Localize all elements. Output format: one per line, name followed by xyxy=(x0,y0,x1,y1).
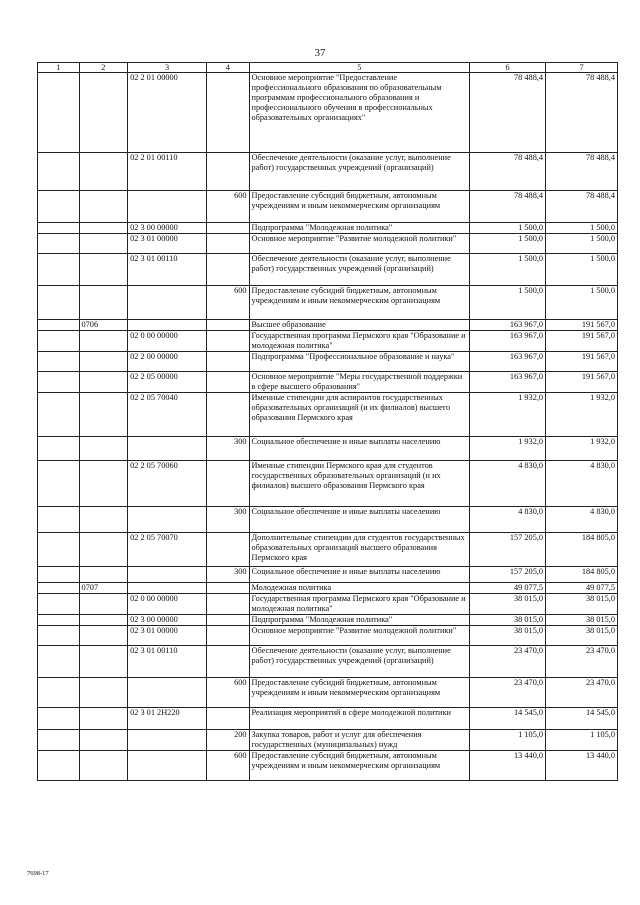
cell-amount-2: 13 440,0 xyxy=(546,751,618,781)
cell-name: Предоставление субсидий бюджетным, автономным учреждениям и иным некоммерческим организациям xyxy=(249,286,470,320)
table-row xyxy=(38,678,618,708)
cell-amount-1: 78 488,4 xyxy=(470,153,546,191)
cell-col-1 xyxy=(38,507,80,533)
cell-expense-type xyxy=(207,254,250,286)
cell-name: Предоставление субсидий бюджетным, автономным учреждениям и иным некоммерческим организациям xyxy=(249,191,470,223)
cell-amount-1: 163 967,0 xyxy=(470,320,546,331)
cell-amount-2: 191 567,0 xyxy=(546,320,618,331)
cell-name: Предоставление субсидий бюджетным, автономным учреждениям и иным некоммерческим организациям xyxy=(249,678,470,708)
cell-amount-2: 49 077,5 xyxy=(546,583,618,594)
cell-section xyxy=(79,646,128,678)
cell-expense-type xyxy=(207,646,250,678)
column-header: 5 xyxy=(249,63,470,73)
column-header: 7 xyxy=(546,63,618,73)
cell-section xyxy=(79,191,128,223)
page-number: 37 xyxy=(314,47,326,59)
cell-amount-2: 38 015,0 xyxy=(546,615,618,626)
cell-target-article xyxy=(128,730,207,751)
cell-section xyxy=(79,286,128,320)
cell-target-article: 02 3 01 2Н220 xyxy=(128,708,207,730)
cell-amount-1: 23 470,0 xyxy=(470,678,546,708)
column-header: 1 xyxy=(38,63,80,73)
cell-name: Государственная программа Пермского края "Образование и молодежная политика" xyxy=(249,331,470,352)
cell-amount-1: 1 105,0 xyxy=(470,730,546,751)
cell-expense-type xyxy=(207,615,250,626)
cell-amount-2: 23 470,0 xyxy=(546,678,618,708)
cell-name: Основное мероприятие "Меры государственной поддержки в сфере высшего образования" xyxy=(249,372,470,393)
cell-amount-1: 1 932,0 xyxy=(470,393,546,437)
cell-expense-type: 600 xyxy=(207,751,250,781)
table-row xyxy=(38,583,618,594)
cell-expense-type xyxy=(207,331,250,352)
cell-amount-2: 14 545,0 xyxy=(546,708,618,730)
cell-expense-type: 300 xyxy=(207,567,250,583)
cell-amount-1: 13 440,0 xyxy=(470,751,546,781)
column-header: 2 xyxy=(79,63,128,73)
cell-name: Подпрограмма "Профессиональное образование и наука" xyxy=(249,352,470,372)
cell-col-1 xyxy=(38,153,80,191)
cell-section xyxy=(79,393,128,437)
cell-section: 0706 xyxy=(79,320,128,331)
table-row xyxy=(38,626,618,646)
cell-target-article xyxy=(128,320,207,331)
cell-expense-type xyxy=(207,393,250,437)
cell-name: Обеспечение деятельности (оказание услуг, выполнение работ) государственных учреждений (организаций) xyxy=(249,153,470,191)
cell-amount-2: 38 015,0 xyxy=(546,594,618,615)
cell-section xyxy=(79,626,128,646)
table-row xyxy=(38,153,618,191)
cell-amount-1: 14 545,0 xyxy=(470,708,546,730)
cell-section xyxy=(79,594,128,615)
cell-name: Социальное обеспечение и иные выплаты населению xyxy=(249,567,470,583)
cell-amount-1: 163 967,0 xyxy=(470,352,546,372)
cell-name: Закупка товаров, работ и услуг для обеспечения государственных (муниципальных) нужд xyxy=(249,730,470,751)
cell-target-article: 02 2 05 70070 xyxy=(128,533,207,567)
cell-col-1 xyxy=(38,626,80,646)
cell-amount-2: 191 567,0 xyxy=(546,331,618,352)
cell-amount-1: 4 830,0 xyxy=(470,461,546,507)
cell-target-article: 02 3 01 00000 xyxy=(128,234,207,254)
cell-name: Реализация мероприятий в сфере молодежной политики xyxy=(249,708,470,730)
cell-col-1 xyxy=(38,461,80,507)
cell-target-article xyxy=(128,751,207,781)
cell-name: Подпрограмма "Молодежная политика" xyxy=(249,223,470,234)
cell-expense-type xyxy=(207,352,250,372)
cell-target-article: 02 3 00 00000 xyxy=(128,223,207,234)
cell-expense-type xyxy=(207,583,250,594)
cell-name: Государственная программа Пермского края "Образование и молодежная политика" xyxy=(249,594,470,615)
cell-amount-1: 49 077,5 xyxy=(470,583,546,594)
cell-section xyxy=(79,751,128,781)
cell-amount-2: 191 567,0 xyxy=(546,372,618,393)
cell-amount-1: 163 967,0 xyxy=(470,331,546,352)
cell-target-article: 02 2 05 70040 xyxy=(128,393,207,437)
cell-name: Обеспечение деятельности (оказание услуг, выполнение работ) государственных учреждений (организаций) xyxy=(249,646,470,678)
column-header: 3 xyxy=(128,63,207,73)
budget-table xyxy=(37,62,618,781)
cell-col-1 xyxy=(38,372,80,393)
cell-amount-2: 1 932,0 xyxy=(546,437,618,461)
cell-section xyxy=(79,678,128,708)
cell-target-article: 02 3 01 00110 xyxy=(128,646,207,678)
cell-amount-2: 78 488,4 xyxy=(546,191,618,223)
cell-amount-1: 38 015,0 xyxy=(470,626,546,646)
cell-amount-1: 163 967,0 xyxy=(470,372,546,393)
cell-expense-type xyxy=(207,153,250,191)
cell-section xyxy=(79,507,128,533)
cell-name: Дополнительные стипендии для студентов государственных образовательных организаций высшего образования Пермского края xyxy=(249,533,470,567)
table-row xyxy=(38,507,618,533)
cell-section xyxy=(79,437,128,461)
cell-col-1 xyxy=(38,320,80,331)
cell-name: Основное мероприятие "Предоставление профессионального образования по образовательным программам профессионального образования и профессионального обучения в профессиональных образовательных организациях" xyxy=(249,73,470,153)
cell-name: Высшее образование xyxy=(249,320,470,331)
table-row xyxy=(38,331,618,352)
table-row xyxy=(38,708,618,730)
cell-section xyxy=(79,708,128,730)
cell-section xyxy=(79,615,128,626)
cell-target-article xyxy=(128,191,207,223)
cell-amount-2: 38 015,0 xyxy=(546,626,618,646)
table-row xyxy=(38,223,618,234)
cell-col-1 xyxy=(38,615,80,626)
table-row xyxy=(38,234,618,254)
table-row xyxy=(38,730,618,751)
cell-col-1 xyxy=(38,678,80,708)
cell-amount-1: 4 830,0 xyxy=(470,507,546,533)
cell-col-1 xyxy=(38,286,80,320)
cell-target-article xyxy=(128,678,207,708)
cell-col-1 xyxy=(38,191,80,223)
cell-section xyxy=(79,533,128,567)
cell-amount-2: 184 805,0 xyxy=(546,567,618,583)
cell-amount-2: 1 105,0 xyxy=(546,730,618,751)
cell-name: Подпрограмма "Молодежная политика" xyxy=(249,615,470,626)
cell-name: Именные стипендии для аспирантов государственных образовательных организаций (и их филиалов) высшего образования Пермского края xyxy=(249,393,470,437)
cell-col-1 xyxy=(38,646,80,678)
cell-section xyxy=(79,352,128,372)
footer-code: 7698-17 xyxy=(27,870,49,877)
table-row xyxy=(38,393,618,437)
cell-col-1 xyxy=(38,751,80,781)
cell-section xyxy=(79,730,128,751)
table-row xyxy=(38,254,618,286)
cell-section xyxy=(79,234,128,254)
cell-section xyxy=(79,372,128,393)
cell-amount-1: 38 015,0 xyxy=(470,615,546,626)
cell-expense-type xyxy=(207,372,250,393)
cell-col-1 xyxy=(38,583,80,594)
cell-section xyxy=(79,73,128,153)
cell-name: Основное мероприятие "Развитие молодежной политики" xyxy=(249,234,470,254)
table-row xyxy=(38,437,618,461)
cell-col-1 xyxy=(38,223,80,234)
cell-col-1 xyxy=(38,708,80,730)
cell-col-1 xyxy=(38,352,80,372)
cell-expense-type: 600 xyxy=(207,286,250,320)
cell-amount-2: 23 470,0 xyxy=(546,646,618,678)
cell-col-1 xyxy=(38,393,80,437)
cell-amount-2: 1 500,0 xyxy=(546,234,618,254)
table-row xyxy=(38,567,618,583)
cell-target-article: 02 0 00 00000 xyxy=(128,594,207,615)
cell-amount-1: 157 205,0 xyxy=(470,567,546,583)
cell-target-article: 02 3 01 00000 xyxy=(128,626,207,646)
cell-col-1 xyxy=(38,437,80,461)
cell-expense-type: 600 xyxy=(207,678,250,708)
cell-expense-type xyxy=(207,73,250,153)
cell-col-1 xyxy=(38,234,80,254)
cell-amount-2: 184 805,0 xyxy=(546,533,618,567)
cell-name: Обеспечение деятельности (оказание услуг, выполнение работ) государственных учреждений (организаций) xyxy=(249,254,470,286)
cell-amount-2: 4 830,0 xyxy=(546,507,618,533)
cell-col-1 xyxy=(38,567,80,583)
cell-section xyxy=(79,461,128,507)
cell-target-article: 02 2 01 00110 xyxy=(128,153,207,191)
table-row xyxy=(38,286,618,320)
cell-amount-1: 1 932,0 xyxy=(470,437,546,461)
cell-amount-1: 1 500,0 xyxy=(470,286,546,320)
table-row xyxy=(38,646,618,678)
table-header-row xyxy=(38,63,618,73)
cell-expense-type xyxy=(207,461,250,507)
column-header: 4 xyxy=(207,63,250,73)
cell-expense-type xyxy=(207,626,250,646)
table-row xyxy=(38,372,618,393)
cell-expense-type xyxy=(207,708,250,730)
cell-section xyxy=(79,254,128,286)
table-row xyxy=(38,615,618,626)
cell-col-1 xyxy=(38,73,80,153)
table-row xyxy=(38,533,618,567)
column-header: 6 xyxy=(470,63,546,73)
cell-expense-type xyxy=(207,533,250,567)
cell-amount-2: 1 500,0 xyxy=(546,254,618,286)
cell-amount-2: 1 500,0 xyxy=(546,223,618,234)
table-body xyxy=(38,73,618,781)
cell-col-1 xyxy=(38,533,80,567)
cell-amount-2: 1 500,0 xyxy=(546,286,618,320)
cell-amount-1: 1 500,0 xyxy=(470,234,546,254)
cell-target-article xyxy=(128,286,207,320)
table-row xyxy=(38,320,618,331)
cell-name: Молодежная политика xyxy=(249,583,470,594)
cell-col-1 xyxy=(38,730,80,751)
cell-name: Именные стипендии Пермского края для студентов государственных образовательных организаций (и их филиалов) высшего образования Пермского края xyxy=(249,461,470,507)
cell-amount-1: 1 500,0 xyxy=(470,223,546,234)
cell-amount-1: 38 015,0 xyxy=(470,594,546,615)
cell-section xyxy=(79,567,128,583)
cell-expense-type xyxy=(207,223,250,234)
cell-amount-1: 23 470,0 xyxy=(470,646,546,678)
cell-expense-type: 200 xyxy=(207,730,250,751)
cell-target-article: 02 2 05 70060 xyxy=(128,461,207,507)
cell-amount-1: 78 488,4 xyxy=(470,191,546,223)
cell-target-article xyxy=(128,567,207,583)
cell-target-article xyxy=(128,507,207,533)
cell-amount-2: 78 488,4 xyxy=(546,73,618,153)
table-row xyxy=(38,191,618,223)
cell-amount-2: 4 830,0 xyxy=(546,461,618,507)
cell-expense-type xyxy=(207,320,250,331)
cell-section xyxy=(79,331,128,352)
cell-col-1 xyxy=(38,254,80,286)
cell-target-article xyxy=(128,437,207,461)
cell-name: Социальное обеспечение и иные выплаты населению xyxy=(249,507,470,533)
cell-target-article: 02 2 01 00000 xyxy=(128,73,207,153)
table-row xyxy=(38,73,618,153)
cell-amount-2: 191 567,0 xyxy=(546,352,618,372)
cell-name: Основное мероприятие "Развитие молодежной политики" xyxy=(249,626,470,646)
table-row xyxy=(38,352,618,372)
cell-target-article: 02 3 01 00110 xyxy=(128,254,207,286)
cell-amount-1: 78 488,4 xyxy=(470,73,546,153)
table-row xyxy=(38,594,618,615)
cell-amount-1: 157 205,0 xyxy=(470,533,546,567)
cell-target-article: 02 3 00 00000 xyxy=(128,615,207,626)
cell-expense-type xyxy=(207,594,250,615)
cell-section xyxy=(79,153,128,191)
cell-target-article: 02 2 00 00000 xyxy=(128,352,207,372)
cell-expense-type: 300 xyxy=(207,437,250,461)
table-row xyxy=(38,751,618,781)
cell-name: Предоставление субсидий бюджетным, автономным учреждениям и иным некоммерческим организациям xyxy=(249,751,470,781)
cell-amount-1: 1 500,0 xyxy=(470,254,546,286)
cell-target-article xyxy=(128,583,207,594)
cell-expense-type: 600 xyxy=(207,191,250,223)
cell-name: Социальное обеспечение и иные выплаты населению xyxy=(249,437,470,461)
table-row xyxy=(38,461,618,507)
cell-col-1 xyxy=(38,594,80,615)
cell-amount-2: 78 488,4 xyxy=(546,153,618,191)
cell-amount-2: 1 932,0 xyxy=(546,393,618,437)
cell-section xyxy=(79,223,128,234)
cell-col-1 xyxy=(38,331,80,352)
cell-target-article: 02 0 00 00000 xyxy=(128,331,207,352)
cell-expense-type: 300 xyxy=(207,507,250,533)
cell-section: 0707 xyxy=(79,583,128,594)
cell-target-article: 02 2 05 00000 xyxy=(128,372,207,393)
cell-expense-type xyxy=(207,234,250,254)
